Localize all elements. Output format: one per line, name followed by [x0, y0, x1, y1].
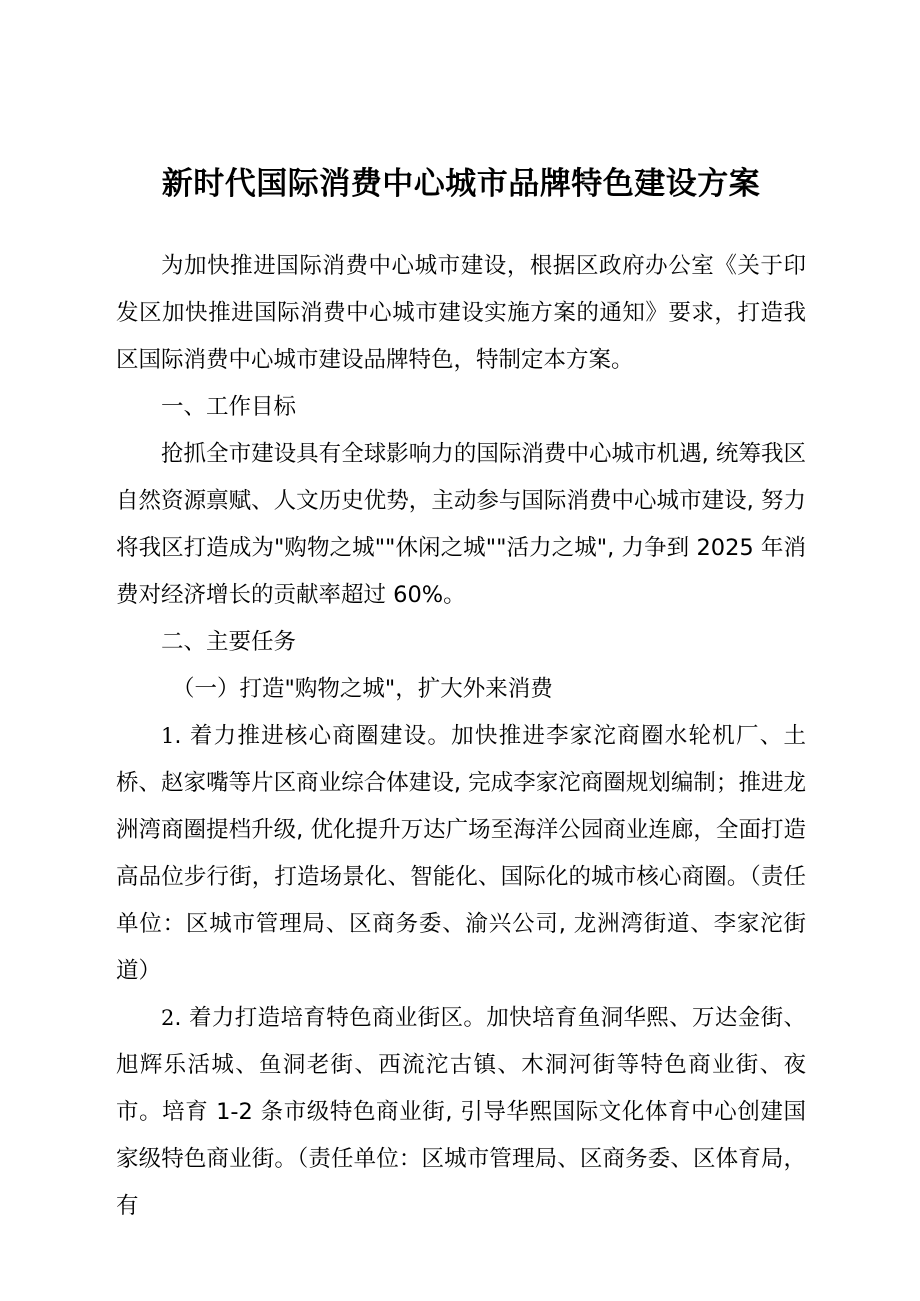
subsection-heading-shopping-city: （一）打造"购物之城"，扩大外来消费 [172, 676, 553, 703]
section-heading-main-tasks: 二、主要任务 [161, 629, 297, 656]
list-item-number: 1 [161, 724, 175, 749]
list-item-text: . 着力打造培育特色商业街区。加快培育鱼洞华熙、万达金街、旭辉乐活城、鱼洞老街、西流沱古镇、木洞河街等特色商业街、夜市。培育 1-2 条市级特色商业街, 引导华熙国际文化体育中心创建国家级特色商业街。（责任单位：区城市管理局、区商务委、区体育局，有 [116, 1005, 806, 1220]
list-item-task-1 [116, 713, 806, 995]
paragraph-work-goals: 抢抓全市建设具有全球影响力的国际消费中心城市机遇, 统筹我区自然资源禀赋、人文历史优势，主动参与国际消费中心城市建设, 努力将我区打造成为"购物之城""休闲之城""活力之城", 力争到 2025 年消费对经济增长的贡献率超过 60%。 [116, 441, 806, 609]
list-item-text: . 着力推进核心商圈建设。加快推进李家沱商圈水轮机厂、土桥、赵家嘴等片区商业综合体建设, 完成李家沱商圈规划编制；推进龙洲湾商圈提档升级, 优化提升万达广场至海洋公园商业连廊，全面打造高品位步行街，打造场景化、智能化、国际化的城市核心商圈。（责任单位：区城市管理局、区商务委、渝兴公司, 龙洲湾街道、李家沱街道） [116, 723, 806, 985]
paragraph-intro: 为加快推进国际消费中心城市建设，根据区政府办公室《关于印发区加快推进国际消费中心城市建设实施方案的通知》要求，打造我区国际消费中心城市建设品牌特色，特制定本方案。 [116, 253, 806, 374]
page-title: 新时代国际消费中心城市品牌特色建设方案 [161, 166, 761, 202]
document-content [116, 0, 806, 1230]
list-item-task-2 [116, 995, 806, 1230]
document-body [116, 203, 806, 1230]
section-heading-work-goals: 一、工作目标 [161, 394, 297, 421]
list-item-number: 2 [161, 1006, 175, 1031]
